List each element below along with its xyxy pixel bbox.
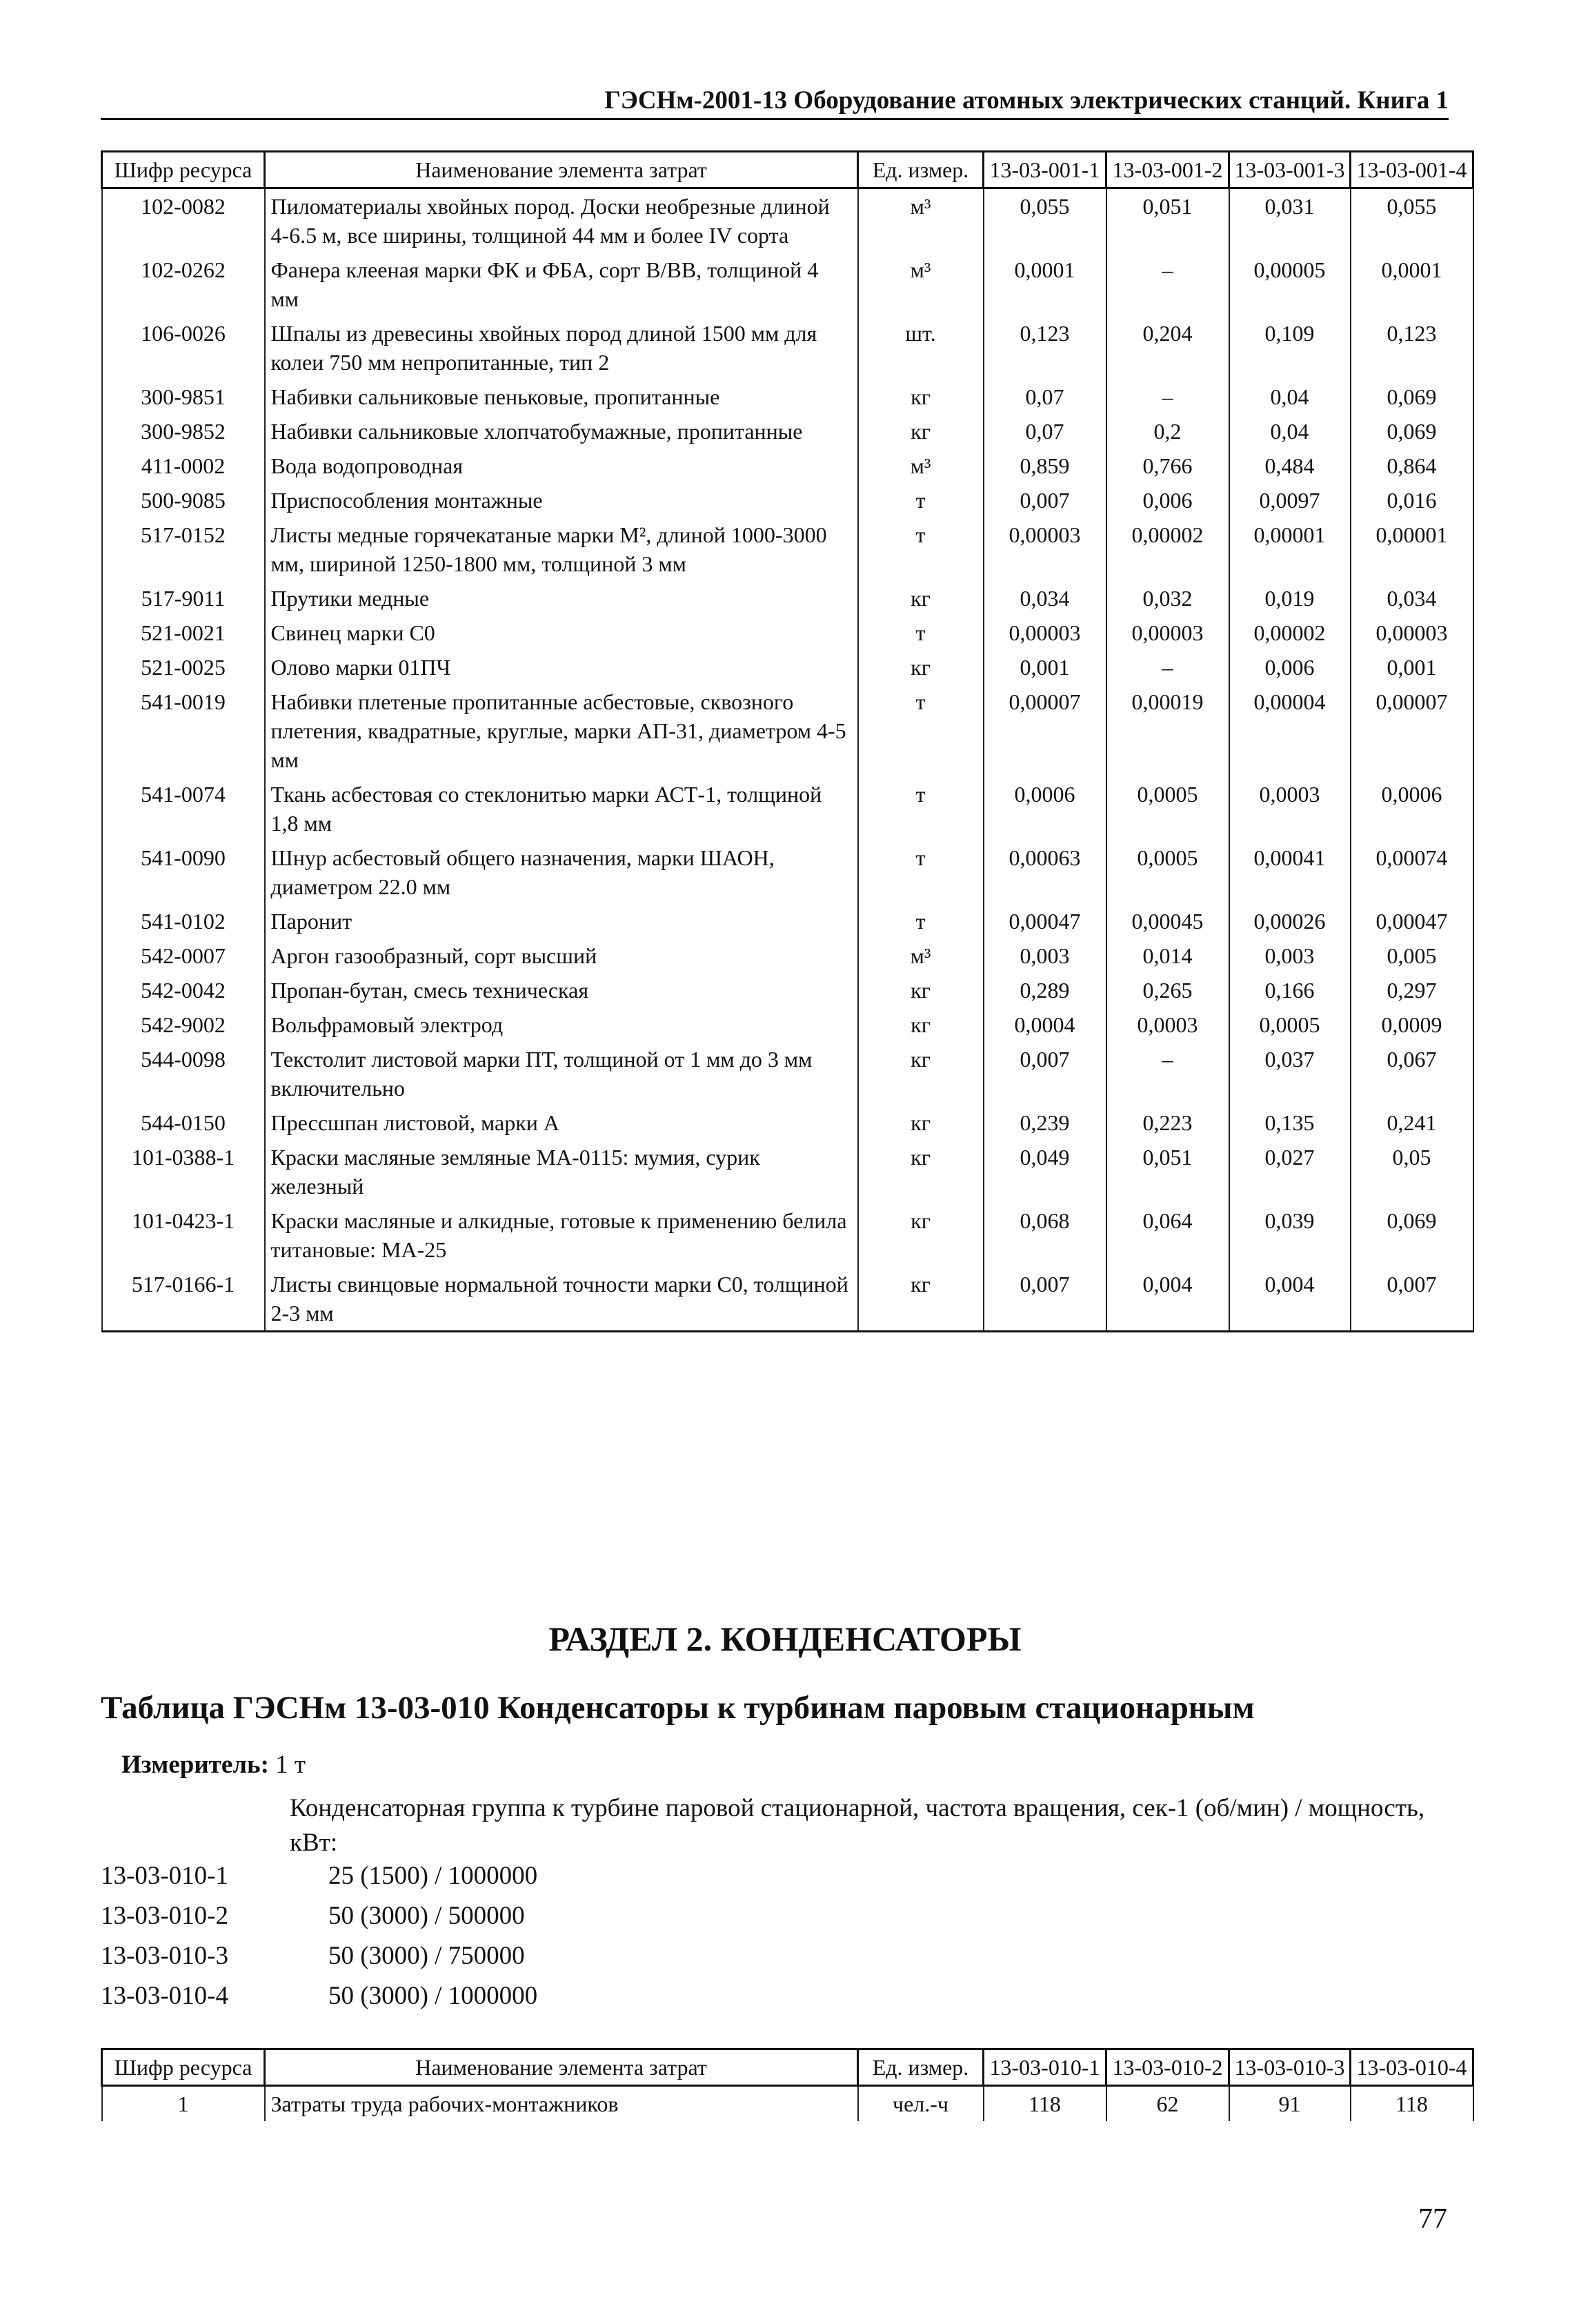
norm-value-3: 0,004 (1229, 1267, 1351, 1332)
table-row (102, 1007, 1473, 1042)
variant-text: 50 (3000) / 1000000 (328, 1982, 538, 2010)
norm-value-1: 0,07 (984, 380, 1106, 414)
norm-value-1: 0,055 (984, 188, 1106, 253)
section-title: РАЗДЕЛ 2. КОНДЕНСАТОРЫ (548, 1619, 1022, 1658)
norm-value-2: 0,051 (1106, 188, 1229, 253)
norm-value-1: 0,289 (984, 973, 1106, 1007)
norm-value-4: 0,0001 (1351, 253, 1473, 316)
resource-name: Паронит (265, 904, 858, 938)
resource-code: 101-0423-1 (102, 1203, 265, 1267)
table-header-row (102, 2049, 1473, 2086)
table-row (102, 483, 1473, 518)
norm-value-3: 0,00001 (1229, 518, 1351, 581)
norm-value-4: 0,05 (1351, 1140, 1473, 1203)
norm-value-2: 0,032 (1106, 581, 1229, 616)
resource-code: 541-0074 (102, 777, 265, 840)
resource-code: 542-0007 (102, 938, 265, 973)
norm-value-3: 91 (1229, 2086, 1351, 2122)
norm-value-3: 0,039 (1229, 1203, 1351, 1267)
measure-line (121, 1750, 306, 1780)
variants-list (101, 1856, 537, 2016)
resource-name: Затраты труда рабочих-монтажников (265, 2086, 858, 2122)
resource-name: Листы медные горячекатаные марки М², длиной 1000-3000 мм, шириной 1250-1800 мм, толщиной 3 мм (265, 518, 858, 581)
variant-text: 25 (1500) / 1000000 (328, 1862, 538, 1890)
norm-value-1: 0,123 (984, 316, 1106, 380)
table-row (102, 1042, 1473, 1105)
norm-value-2: 0,2 (1106, 414, 1229, 449)
resource-code: 541-0019 (102, 685, 265, 777)
norm-value-3: 0,0003 (1229, 777, 1351, 840)
table-title: Таблица ГЭСНм 13-03-010 Конденсаторы к турбинам паровым стационарным (101, 1690, 1255, 1726)
norm-value-4: 118 (1351, 2086, 1473, 2122)
norm-value-1: 0,007 (984, 1042, 1106, 1105)
unit: м³ (858, 938, 984, 973)
column-header-norm-2: 13-03-010-2 (1106, 2049, 1229, 2086)
norm-value-4: 0,00047 (1351, 904, 1473, 938)
resource-name: Вода водопроводная (265, 449, 858, 483)
resource-code: 521-0025 (102, 650, 265, 685)
resource-code: 517-0166-1 (102, 1267, 265, 1332)
unit: кг (858, 1203, 984, 1267)
unit: м³ (858, 253, 984, 316)
norm-value-1: 118 (984, 2086, 1106, 2122)
norm-value-3: 0,135 (1229, 1105, 1351, 1140)
resource-code: 542-9002 (102, 1007, 265, 1042)
norm-value-2: 62 (1106, 2086, 1229, 2122)
variant-text: 50 (3000) / 500000 (328, 1902, 525, 1930)
norm-value-2: – (1106, 380, 1229, 414)
resources-table-13-03-010 (101, 2048, 1474, 2121)
norm-value-3: 0,166 (1229, 973, 1351, 1007)
unit: кг (858, 581, 984, 616)
unit: кг (858, 1007, 984, 1042)
norm-value-3: 0,003 (1229, 938, 1351, 973)
variant-code: 13-03-010-4 (101, 1982, 228, 2010)
resource-name: Пропан-бутан, смесь техническая (265, 973, 858, 1007)
norm-value-1: 0,003 (984, 938, 1106, 973)
norm-value-2: 0,00003 (1106, 616, 1229, 650)
resource-code: 500-9085 (102, 483, 265, 518)
resource-code: 102-0262 (102, 253, 265, 316)
table-row (102, 253, 1473, 316)
norm-value-1: 0,007 (984, 483, 1106, 518)
unit: т (858, 777, 984, 840)
unit: м³ (858, 188, 984, 253)
table-row (102, 973, 1473, 1007)
resource-code: 101-0388-1 (102, 1140, 265, 1203)
norm-value-4: 0,067 (1351, 1042, 1473, 1105)
resource-name: Вольфрамовый электрод (265, 1007, 858, 1042)
resource-name: Ткань асбестовая со стеклонитью марки АСТ-1, толщиной 1,8 мм (265, 777, 858, 840)
resource-name: Фанера клееная марки ФК и ФБА, сорт В/ВВ, толщиной 4 мм (265, 253, 858, 316)
norm-value-4: 0,0009 (1351, 1007, 1473, 1042)
running-header: ГЭСНм-2001-13 Оборудование атомных электрических станций. Книга 1 (101, 86, 1449, 120)
norm-value-2: 0,051 (1106, 1140, 1229, 1203)
norm-value-3: 0,109 (1229, 316, 1351, 380)
norm-value-1: 0,034 (984, 581, 1106, 616)
unit: кг (858, 380, 984, 414)
column-header-norm-4: 13-03-001-4 (1351, 152, 1473, 188)
unit: кг (858, 1105, 984, 1140)
table-row (102, 316, 1473, 380)
measure-label: Измеритель: (121, 1751, 269, 1779)
table-row (102, 777, 1473, 840)
variant-code: 13-03-010-1 (101, 1862, 228, 1890)
table-row (102, 581, 1473, 616)
table-row (102, 1140, 1473, 1203)
norm-value-3: 0,037 (1229, 1042, 1351, 1105)
table-row (102, 840, 1473, 904)
norm-value-3: 0,031 (1229, 188, 1351, 253)
unit: кг (858, 650, 984, 685)
unit: кг (858, 414, 984, 449)
measure-value: 1 т (275, 1751, 306, 1779)
norm-value-3: 0,00004 (1229, 685, 1351, 777)
variants-description: Конденсаторная группа к турбине паровой стационарной, частота вращения, сек-1 (об/мин) / мощность, кВт: (290, 1794, 1425, 1857)
unit: т (858, 616, 984, 650)
table-row (102, 1105, 1473, 1140)
variant-code: 13-03-010-2 (101, 1902, 228, 1930)
column-header-code: Шифр ресурса (102, 152, 265, 188)
norm-value-1: 0,00003 (984, 616, 1106, 650)
variant-item (101, 1856, 537, 1896)
resource-name: Шпалы из древесины хвойных пород длиной 1500 мм для колеи 750 мм непропитанные, тип 2 (265, 316, 858, 380)
norm-value-3: 0,027 (1229, 1140, 1351, 1203)
unit: т (858, 685, 984, 777)
norm-value-4: 0,001 (1351, 650, 1473, 685)
column-header-unit: Ед. измер. (858, 152, 984, 188)
norm-value-2: – (1106, 1042, 1229, 1105)
table-row (102, 518, 1473, 581)
resource-code: 541-0090 (102, 840, 265, 904)
resource-code: 544-0098 (102, 1042, 265, 1105)
unit: т (858, 518, 984, 581)
table-row (102, 380, 1473, 414)
column-header-name: Наименование элемента затрат (265, 2049, 858, 2086)
norm-value-2: 0,204 (1106, 316, 1229, 380)
norm-value-2: 0,0003 (1106, 1007, 1229, 1042)
table-header-row (102, 152, 1473, 188)
norm-value-1: 0,0001 (984, 253, 1106, 316)
norm-value-3: 0,00005 (1229, 253, 1351, 316)
norm-value-4: 0,297 (1351, 973, 1473, 1007)
table-row (102, 616, 1473, 650)
table-row (102, 904, 1473, 938)
unit: т (858, 904, 984, 938)
resource-code: 411-0002 (102, 449, 265, 483)
norm-value-1: 0,00003 (984, 518, 1106, 581)
resource-name: Свинец марки С0 (265, 616, 858, 650)
resource-name: Краски масляные земляные МА-0115: мумия, сурик железный (265, 1140, 858, 1203)
table-row (102, 414, 1473, 449)
norm-value-4: 0,069 (1351, 1203, 1473, 1267)
table-row (102, 188, 1473, 253)
column-header-norm-4: 13-03-010-4 (1351, 2049, 1473, 2086)
resource-name: Прессшпан листовой, марки А (265, 1105, 858, 1140)
resource-name: Листы свинцовые нормальной точности марки С0, толщиной 2-3 мм (265, 1267, 858, 1332)
norm-value-4: 0,007 (1351, 1267, 1473, 1332)
column-header-norm-3: 13-03-010-3 (1229, 2049, 1351, 2086)
column-header-norm-3: 13-03-001-3 (1229, 152, 1351, 188)
resource-code: 1 (102, 2086, 265, 2122)
norm-value-4: 0,864 (1351, 449, 1473, 483)
column-header-code: Шифр ресурса (102, 2049, 265, 2086)
norm-value-4: 0,00074 (1351, 840, 1473, 904)
resource-name: Олово марки 01ПЧ (265, 650, 858, 685)
norm-value-1: 0,001 (984, 650, 1106, 685)
norm-value-2: 0,064 (1106, 1203, 1229, 1267)
resource-code: 541-0102 (102, 904, 265, 938)
norm-value-4: 0,00007 (1351, 685, 1473, 777)
variant-text: 50 (3000) / 750000 (328, 1942, 525, 1970)
norm-value-4: 0,123 (1351, 316, 1473, 380)
column-header-norm-2: 13-03-001-2 (1106, 152, 1229, 188)
unit: кг (858, 973, 984, 1007)
resource-name: Приспособления монтажные (265, 483, 858, 518)
column-header-name: Наименование элемента затрат (265, 152, 858, 188)
norm-value-2: 0,00045 (1106, 904, 1229, 938)
norm-value-4: 0,034 (1351, 581, 1473, 616)
norm-value-2: 0,00019 (1106, 685, 1229, 777)
unit: т (858, 483, 984, 518)
norm-value-2: 0,006 (1106, 483, 1229, 518)
norm-value-2: 0,00002 (1106, 518, 1229, 581)
resources-table-13-03-001 (101, 150, 1474, 1332)
norm-value-4: 0,005 (1351, 938, 1473, 973)
resource-code: 517-0152 (102, 518, 265, 581)
resource-name: Набивки сальниковые пеньковые, пропитанные (265, 380, 858, 414)
norm-value-3: 0,019 (1229, 581, 1351, 616)
table-row (102, 449, 1473, 483)
resource-name: Пиломатериалы хвойных пород. Доски необрезные длиной 4-6.5 м, все ширины, толщиной 44 мм и более IV сорта (265, 188, 858, 253)
norm-value-2: 0,004 (1106, 1267, 1229, 1332)
norm-value-1: 0,068 (984, 1203, 1106, 1267)
column-header-unit: Ед. измер. (858, 2049, 984, 2086)
norm-value-3: 0,00026 (1229, 904, 1351, 938)
norm-value-3: 0,00002 (1229, 616, 1351, 650)
table-row (102, 1203, 1473, 1267)
norm-value-2: 0,766 (1106, 449, 1229, 483)
table-row (102, 650, 1473, 685)
resource-code: 106-0026 (102, 316, 265, 380)
resource-name: Краски масляные и алкидные, готовые к применению белила титановые: МА-25 (265, 1203, 858, 1267)
norm-value-1: 0,049 (984, 1140, 1106, 1203)
table-row (102, 1267, 1473, 1332)
norm-value-3: 0,00041 (1229, 840, 1351, 904)
resource-name: Шнур асбестовый общего назначения, марки ШАОН, диаметром 22.0 мм (265, 840, 858, 904)
norm-value-1: 0,00063 (984, 840, 1106, 904)
norm-value-4: 0,00003 (1351, 616, 1473, 650)
resource-code: 544-0150 (102, 1105, 265, 1140)
norm-value-1: 0,00007 (984, 685, 1106, 777)
unit: кг (858, 1140, 984, 1203)
norm-value-3: 0,04 (1229, 414, 1351, 449)
norm-value-3: 0,04 (1229, 380, 1351, 414)
unit: т (858, 840, 984, 904)
norm-value-4: 0,069 (1351, 380, 1473, 414)
norm-value-4: 0,055 (1351, 188, 1473, 253)
norm-value-2: 0,014 (1106, 938, 1229, 973)
unit: чел.-ч (858, 2086, 984, 2122)
page-number: 77 (1418, 2203, 1447, 2235)
norm-value-1: 0,0006 (984, 777, 1106, 840)
norm-value-4: 0,016 (1351, 483, 1473, 518)
norm-value-4: 0,241 (1351, 1105, 1473, 1140)
resource-code: 102-0082 (102, 188, 265, 253)
norm-value-1: 0,0004 (984, 1007, 1106, 1042)
norm-value-4: 0,069 (1351, 414, 1473, 449)
resource-name: Набивки плетеные пропитанные асбестовые, сквозного плетения, квадратные, круглые, марки АП-31, диаметром 4-5 мм (265, 685, 858, 777)
resource-name: Аргон газообразный, сорт высший (265, 938, 858, 973)
table-row (102, 938, 1473, 973)
norm-value-2: – (1106, 650, 1229, 685)
table-row (102, 2086, 1473, 2122)
norm-value-1: 0,859 (984, 449, 1106, 483)
norm-value-2: 0,223 (1106, 1105, 1229, 1140)
norm-value-1: 0,07 (984, 414, 1106, 449)
resource-code: 517-9011 (102, 581, 265, 616)
norm-value-4: 0,00001 (1351, 518, 1473, 581)
variant-item (101, 1976, 537, 2016)
resource-code: 542-0042 (102, 973, 265, 1007)
column-header-norm-1: 13-03-001-1 (984, 152, 1106, 188)
norm-value-3: 0,0005 (1229, 1007, 1351, 1042)
unit: кг (858, 1042, 984, 1105)
norm-value-3: 0,006 (1229, 650, 1351, 685)
norm-value-3: 0,0097 (1229, 483, 1351, 518)
norm-value-2: 0,265 (1106, 973, 1229, 1007)
resource-code: 521-0021 (102, 616, 265, 650)
unit: м³ (858, 449, 984, 483)
norm-value-1: 0,00047 (984, 904, 1106, 938)
variant-item (101, 1936, 537, 1976)
table-row (102, 685, 1473, 777)
resource-name: Прутики медные (265, 581, 858, 616)
norm-value-1: 0,007 (984, 1267, 1106, 1332)
unit: шт. (858, 316, 984, 380)
unit: кг (858, 1267, 984, 1332)
resource-code: 300-9852 (102, 414, 265, 449)
resource-code: 300-9851 (102, 380, 265, 414)
variant-item (101, 1896, 537, 1936)
variant-code: 13-03-010-3 (101, 1942, 228, 1970)
norm-value-1: 0,239 (984, 1105, 1106, 1140)
norm-value-2: 0,0005 (1106, 777, 1229, 840)
norm-value-2: – (1106, 253, 1229, 316)
norm-value-2: 0,0005 (1106, 840, 1229, 904)
column-header-norm-1: 13-03-010-1 (984, 2049, 1106, 2086)
resource-name: Текстолит листовой марки ПТ, толщиной от 1 мм до 3 мм включительно (265, 1042, 858, 1105)
norm-value-4: 0,0006 (1351, 777, 1473, 840)
norm-value-3: 0,484 (1229, 449, 1351, 483)
resource-name: Набивки сальниковые хлопчатобумажные, пропитанные (265, 414, 858, 449)
